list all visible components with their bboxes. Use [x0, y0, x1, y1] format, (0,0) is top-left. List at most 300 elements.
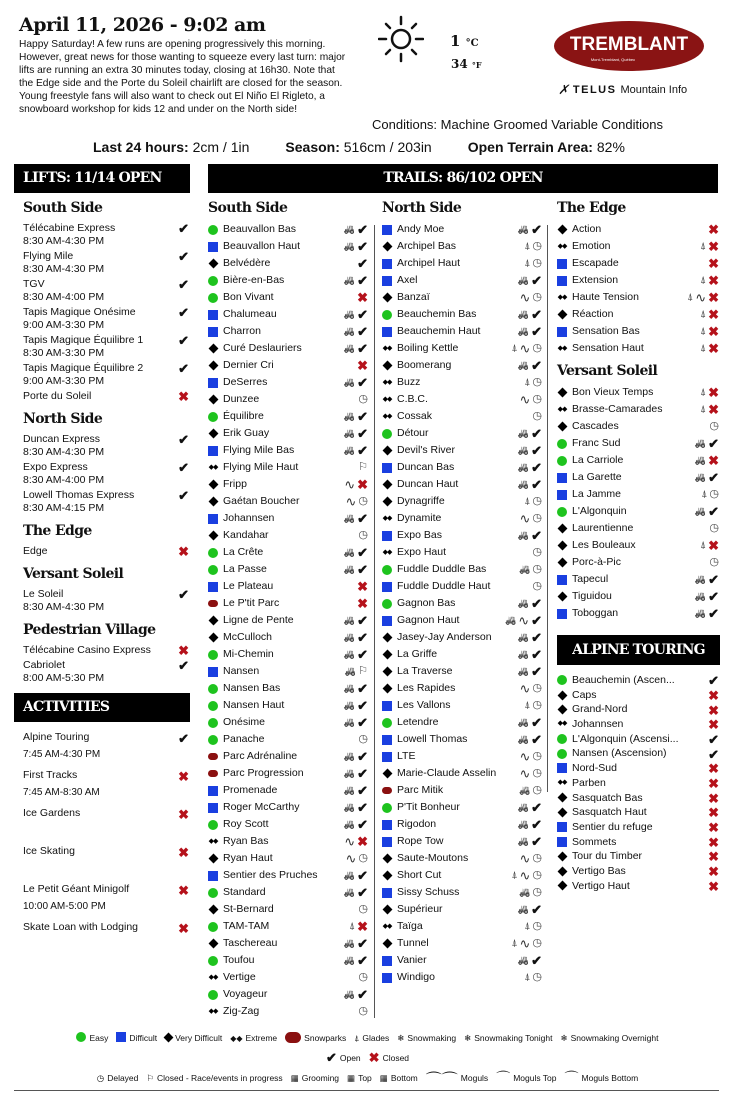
trail-row[interactable]	[208, 255, 368, 272]
open-check-icon: ✔	[531, 902, 542, 917]
trail-row[interactable]	[382, 884, 542, 901]
easy-circle-icon	[208, 650, 218, 660]
trail-row[interactable]	[208, 765, 368, 782]
trail-name: La Crête	[223, 546, 264, 558]
trail-row[interactable]	[557, 879, 719, 894]
trail-row[interactable]	[557, 255, 719, 272]
very-difficult-diamond-icon	[382, 667, 392, 677]
alpine-touring-header: ALPINE TOURING	[557, 635, 720, 665]
moguls-icon: ∿	[695, 290, 707, 305]
trail-row[interactable]	[557, 791, 719, 806]
closed-x-icon: ✖	[708, 273, 719, 288]
trail-name: Parc Mitik	[397, 784, 444, 796]
trail-row[interactable]	[208, 595, 368, 612]
trail-name: Extension	[572, 274, 619, 286]
very-difficult-diamond-icon	[557, 866, 567, 876]
trail-row[interactable]	[382, 748, 542, 765]
trail-row[interactable]	[557, 820, 719, 835]
trail-row[interactable]	[382, 408, 542, 425]
trail-status-icons	[695, 452, 719, 469]
snow-stats	[93, 139, 625, 155]
trail-row[interactable]	[208, 901, 368, 918]
trail-name: Taïga	[397, 920, 423, 932]
difficult-square-icon	[208, 786, 218, 796]
trail-row[interactable]	[208, 697, 368, 714]
trail-row[interactable]	[208, 510, 368, 527]
trail-row[interactable]	[382, 612, 542, 629]
trail-name: Beauchemin Haut	[397, 325, 481, 337]
trail-row[interactable]	[557, 221, 719, 238]
trail-name: Fuddle Duddle Haut	[397, 580, 491, 592]
trail-row[interactable]	[208, 867, 368, 884]
open-check-icon: ✔	[531, 426, 542, 441]
trail-row[interactable]	[208, 782, 368, 799]
trail-name: Sensation Bas	[572, 325, 640, 337]
trail-row[interactable]	[382, 816, 542, 833]
trail-row[interactable]	[557, 732, 719, 747]
trail-row[interactable]	[382, 493, 542, 510]
trail-status-icons	[345, 850, 368, 867]
trail-row[interactable]	[208, 850, 368, 867]
trail-row[interactable]	[208, 391, 368, 408]
open-check-icon: ✔	[708, 673, 719, 689]
lift-row[interactable]	[23, 545, 193, 558]
closed-x-icon: ✖	[708, 538, 719, 553]
trail-row[interactable]	[382, 714, 542, 731]
trail-row[interactable]	[557, 849, 719, 864]
daily-message: Happy Saturday! A few runs are opening progressively this morning. However, great news for those wanting to squeeze every last turn: major lifts are running an extra 30 minutes today, closing at 16h30. Note that the Edge side and the Porte du Soleil chairlift are closed for the season. Young freestyle fans will also want to check out El Niño El Rigleto, a snowboard workshop for kids 12 and under on the North side!	[19, 39, 346, 115]
open-check-icon: ✔	[357, 426, 368, 441]
trail-row[interactable]	[557, 452, 719, 469]
trail-row[interactable]	[382, 561, 542, 578]
trail-row[interactable]	[382, 238, 542, 255]
trail-row[interactable]	[208, 408, 368, 425]
trail-row[interactable]	[208, 323, 368, 340]
season-stat: Season: 516cm / 203in	[285, 139, 432, 155]
legend-item	[326, 1050, 361, 1066]
trail-row[interactable]	[382, 425, 542, 442]
trail-name: Archipel Haut	[397, 257, 461, 269]
trail-row[interactable]	[557, 776, 719, 791]
trail-row[interactable]	[382, 799, 542, 816]
trail-row[interactable]	[557, 605, 719, 622]
trail-name: Archipel Bas	[397, 240, 456, 252]
open-check-icon: ✔	[531, 630, 542, 645]
glades-icon: ⍋	[700, 343, 707, 354]
trail-row[interactable]	[208, 629, 368, 646]
trail-row[interactable]	[208, 374, 368, 391]
race-flag-icon: ⚐	[146, 1072, 155, 1083]
trail-status-icons	[518, 459, 542, 476]
trail-row[interactable]	[208, 527, 368, 544]
trail-name: Beauchemin Bas	[397, 308, 477, 320]
difficult-square-icon	[382, 752, 392, 762]
trail-row[interactable]	[382, 476, 542, 493]
trail-row[interactable]	[208, 357, 368, 374]
trail-name: Nord-Sud	[572, 762, 617, 775]
trail-row[interactable]	[208, 289, 368, 306]
activity-hours: 7:45 AM-8:30 AM	[23, 787, 100, 798]
legend-item	[116, 1032, 157, 1044]
trail-row[interactable]	[557, 418, 719, 435]
legend-label: Easy	[89, 1033, 109, 1043]
trail-row[interactable]	[382, 969, 542, 986]
delayed-clock-icon: ◷	[532, 886, 542, 898]
trail-row[interactable]	[557, 384, 719, 401]
trail-row[interactable]	[208, 918, 368, 935]
trail-row[interactable]	[382, 544, 542, 561]
glades-icon: ⍋	[700, 275, 707, 286]
lift-row[interactable]	[23, 433, 193, 459]
trail-row[interactable]	[208, 425, 368, 442]
trail-row[interactable]	[557, 864, 719, 879]
trail-status-icons	[532, 544, 542, 561]
very-difficult-diamond-icon	[557, 422, 567, 432]
trail-row[interactable]	[557, 673, 719, 688]
lift-group	[23, 566, 193, 614]
lift-row[interactable]	[23, 250, 193, 276]
trails-header: TRAILS: 86/102 OPEN	[208, 164, 718, 193]
trail-row[interactable]	[382, 680, 542, 697]
activity-row[interactable]	[23, 921, 193, 959]
extreme-double-diamond-icon: ◆◆	[382, 396, 392, 403]
trail-row[interactable]	[382, 646, 542, 663]
legend-divider	[14, 1090, 719, 1091]
trail-name: St-Bernard	[223, 903, 274, 915]
grooming-icon: 🚜	[517, 428, 530, 438]
lift-name: Tapis Magique Équilibre 1	[23, 334, 144, 346]
trail-name: Cossak	[397, 410, 433, 422]
trail-name: DeSerres	[223, 376, 268, 388]
trail-row[interactable]	[557, 717, 719, 732]
trail-row[interactable]	[382, 255, 542, 272]
trail-row[interactable]	[208, 578, 368, 595]
trail-row[interactable]	[382, 935, 542, 952]
delayed-clock-icon: ◷	[532, 920, 542, 932]
trail-row[interactable]	[208, 221, 368, 238]
trail-row[interactable]	[208, 799, 368, 816]
lift-name: Télécabine Casino Express	[23, 644, 151, 656]
trail-row[interactable]	[557, 571, 719, 588]
trail-row[interactable]	[208, 612, 368, 629]
svg-text:Mont-Tremblant, Québec: Mont-Tremblant, Québec	[590, 57, 636, 62]
trail-row[interactable]	[208, 561, 368, 578]
trail-row[interactable]	[557, 306, 719, 323]
trail-row[interactable]	[208, 459, 368, 476]
lift-row[interactable]	[23, 362, 193, 388]
trail-row[interactable]	[382, 374, 542, 391]
trail-name: Le Plateau	[223, 580, 274, 592]
legend-item	[230, 1033, 277, 1043]
trails-column-south	[208, 200, 368, 1020]
delayed-clock-icon: ◷	[96, 1072, 105, 1083]
delayed-clock-icon: ◷	[709, 420, 719, 432]
grooming-icon: 🚜	[517, 309, 530, 319]
trail-name: Dynagriffe	[397, 495, 445, 507]
activity-row[interactable]	[23, 769, 193, 807]
trail-row[interactable]	[557, 272, 719, 289]
lift-hours: 8:30 AM-4:30 PM	[23, 446, 105, 458]
trail-row[interactable]	[557, 486, 719, 503]
trail-row[interactable]	[382, 731, 542, 748]
trail-row[interactable]	[208, 833, 368, 850]
trail-row[interactable]	[557, 746, 719, 761]
trail-status-icons	[344, 408, 368, 425]
extreme-double-diamond-icon: ◆◆	[557, 243, 567, 250]
open-check-icon: ✔	[325, 1050, 337, 1065]
trail-row[interactable]	[208, 272, 368, 289]
trail-status-icons	[357, 595, 368, 612]
trail-row[interactable]	[382, 629, 542, 646]
open-check-icon: ✔	[178, 333, 189, 348]
grooming-icon: 🚜	[343, 785, 356, 795]
trail-row[interactable]	[208, 731, 368, 748]
trail-row[interactable]	[382, 306, 542, 323]
activity-row[interactable]	[23, 883, 193, 921]
trail-row[interactable]	[208, 986, 368, 1003]
activity-row[interactable]	[23, 845, 193, 883]
grooming-icon: 🚜	[517, 632, 530, 642]
trail-status-icons	[701, 486, 719, 503]
trail-row[interactable]	[208, 935, 368, 952]
trail-row[interactable]	[557, 537, 719, 554]
legend-item	[397, 1033, 456, 1044]
grooming-icon: 🚜	[343, 768, 356, 778]
open-check-icon: ✔	[531, 596, 542, 611]
trail-row[interactable]	[557, 401, 719, 418]
closed-x-icon: ✖	[178, 544, 189, 559]
trail-row[interactable]	[382, 901, 542, 918]
grooming-icon: 🚜	[517, 326, 530, 336]
trail-name: Zig-Zag	[223, 1005, 260, 1017]
trail-row[interactable]	[208, 663, 368, 680]
trail-status-icons	[344, 238, 368, 255]
trail-row[interactable]	[382, 527, 542, 544]
grooming-icon: 🚜	[517, 479, 530, 489]
trail-row[interactable]	[557, 323, 719, 340]
trail-row[interactable]	[382, 850, 542, 867]
trail-row[interactable]	[208, 1003, 368, 1020]
trail-row[interactable]	[208, 476, 368, 493]
trail-row[interactable]	[557, 469, 719, 486]
trail-row[interactable]	[208, 952, 368, 969]
legend	[0, 1028, 735, 1088]
trail-row[interactable]	[382, 459, 542, 476]
trail-row[interactable]	[557, 520, 719, 537]
trail-row[interactable]	[557, 805, 719, 820]
grooming-icon: 🚜	[343, 343, 356, 353]
open-check-icon: ✔	[178, 221, 189, 236]
legend-label: Snowmaking	[407, 1033, 457, 1043]
open-check-icon: ✔	[357, 409, 368, 424]
trail-row[interactable]	[382, 867, 542, 884]
closed-x-icon: ✖	[178, 807, 189, 822]
trail-row[interactable]	[557, 289, 719, 306]
trail-row[interactable]	[382, 663, 542, 680]
lift-hours: 8:30 AM-4:30 PM	[23, 235, 105, 247]
activity-row[interactable]	[23, 731, 193, 769]
activity-row[interactable]	[23, 807, 193, 845]
trail-row[interactable]	[557, 554, 719, 571]
delayed-clock-icon: ◷	[532, 393, 542, 405]
open-check-icon: ✔	[357, 817, 368, 832]
very-difficult-diamond-icon	[208, 480, 218, 490]
trail-name: Kandahar	[223, 529, 269, 541]
delayed-clock-icon: ◷	[532, 563, 542, 575]
trail-name: Tiguidou	[572, 590, 612, 602]
column-divider	[374, 225, 375, 1018]
grooming-icon: 🚜	[517, 360, 530, 370]
trail-name: Duncan Bas	[397, 461, 455, 473]
moguls-icon: ∿	[345, 494, 357, 509]
easy-circle-icon	[208, 701, 218, 711]
trail-name: Dynamite	[397, 512, 442, 524]
easy-circle-icon	[382, 565, 392, 575]
delayed-clock-icon: ◷	[709, 556, 719, 568]
delayed-clock-icon: ◷	[358, 1005, 368, 1017]
trail-row[interactable]	[208, 884, 368, 901]
difficult-square-icon	[557, 575, 567, 585]
trail-row[interactable]	[557, 702, 719, 717]
trail-row[interactable]	[208, 442, 368, 459]
trail-name: Laurentienne	[572, 522, 634, 534]
easy-circle-icon	[557, 456, 567, 466]
trail-row[interactable]	[557, 688, 719, 703]
moguls-icon: ∿	[519, 392, 531, 407]
glades-icon: ⍋	[524, 241, 531, 252]
legend-item	[496, 1068, 556, 1088]
open-check-icon: ✔	[178, 587, 189, 602]
trail-status-icons	[518, 527, 542, 544]
trail-row[interactable]	[557, 835, 719, 850]
trail-row[interactable]	[557, 435, 719, 452]
trail-status-icons	[524, 918, 542, 935]
trail-row[interactable]	[208, 340, 368, 357]
lift-row[interactable]	[23, 306, 193, 332]
trail-row[interactable]	[208, 646, 368, 663]
trail-name: Équilibre	[223, 410, 264, 422]
closed-x-icon: ✖	[708, 256, 719, 271]
closed-x-icon: ✖	[708, 761, 719, 777]
lift-name: Lowell Thomas Express	[23, 489, 135, 501]
trail-row[interactable]	[557, 340, 719, 357]
legend-label: Snowmaking Overnight	[570, 1033, 659, 1043]
trail-row[interactable]	[382, 442, 542, 459]
closed-x-icon: ✖	[708, 775, 719, 791]
glades-icon: ⍋	[701, 489, 708, 500]
very-difficult-diamond-icon	[382, 242, 392, 252]
open-check-icon: ✔	[357, 613, 368, 628]
trail-row[interactable]	[208, 969, 368, 986]
lift-row[interactable]	[23, 461, 193, 487]
very-difficult-diamond-icon	[208, 531, 218, 541]
closed-x-icon: ✖	[708, 687, 719, 703]
lift-row[interactable]	[23, 222, 193, 248]
closed-x-icon: ✖	[708, 849, 719, 865]
difficult-square-icon	[382, 327, 392, 337]
easy-circle-icon	[382, 310, 392, 320]
trail-row[interactable]	[382, 918, 542, 935]
grooming-icon: 🚜	[504, 615, 517, 625]
trail-row[interactable]	[382, 595, 542, 612]
trail-row[interactable]	[382, 357, 542, 374]
trail-row[interactable]	[208, 306, 368, 323]
trail-row[interactable]	[382, 697, 542, 714]
delayed-clock-icon: ◷	[532, 869, 542, 881]
lift-row[interactable]	[23, 334, 193, 360]
trail-row[interactable]	[382, 952, 542, 969]
trail-row[interactable]	[382, 391, 542, 408]
lift-row[interactable]	[23, 644, 193, 657]
difficult-square-icon	[557, 822, 567, 832]
trail-row[interactable]	[557, 503, 719, 520]
legend-label: Glades	[362, 1033, 390, 1043]
trail-row[interactable]	[208, 544, 368, 561]
grooming-icon: 🚜	[517, 717, 530, 727]
trail-name: Gagnon Haut	[397, 614, 460, 626]
trail-row[interactable]	[382, 272, 542, 289]
trail-row[interactable]	[382, 833, 542, 850]
trail-name: Buzz	[397, 376, 421, 388]
trail-row[interactable]	[208, 238, 368, 255]
trail-row[interactable]	[382, 510, 542, 527]
trail-row[interactable]	[382, 782, 542, 799]
trail-name: Escapade	[572, 257, 619, 269]
trail-row[interactable]	[557, 761, 719, 776]
open-check-icon: ✔	[357, 715, 368, 730]
trail-name: Lowell Thomas	[397, 733, 468, 745]
trail-name: C.B.C.	[397, 393, 428, 405]
trail-row[interactable]	[208, 748, 368, 765]
grooming-icon: 🚜	[517, 445, 530, 455]
trail-row[interactable]	[382, 323, 542, 340]
difficult-square-icon	[557, 327, 567, 337]
delayed-clock-icon: ◷	[532, 852, 542, 864]
trail-status-icons	[700, 340, 719, 357]
lift-row[interactable]	[23, 390, 193, 403]
telus-branding: ✗ TELUS Mountain Info	[558, 82, 688, 97]
trail-row[interactable]	[382, 289, 542, 306]
very-difficult-diamond-icon	[208, 633, 218, 643]
lift-row[interactable]	[23, 278, 193, 304]
trail-row[interactable]	[208, 680, 368, 697]
trail-row[interactable]	[382, 578, 542, 595]
closed-x-icon: ✖	[708, 453, 719, 468]
difficult-square-icon	[557, 837, 567, 847]
lift-row[interactable]	[23, 588, 193, 614]
trail-row[interactable]	[557, 588, 719, 605]
trail-status-icons	[358, 731, 368, 748]
trail-name: Bon Vieux Temps	[572, 386, 654, 398]
trail-row[interactable]	[382, 340, 542, 357]
trail-row[interactable]	[382, 765, 542, 782]
trail-name: Voyageur	[223, 988, 268, 1000]
trail-row[interactable]	[557, 238, 719, 255]
trail-row[interactable]	[208, 816, 368, 833]
trail-row[interactable]	[208, 714, 368, 731]
extreme-double-diamond-icon: ◆◆	[208, 838, 218, 845]
lift-row[interactable]	[23, 489, 193, 515]
trail-row[interactable]	[382, 221, 542, 238]
difficult-square-icon	[382, 837, 392, 847]
closed-x-icon: ✖	[708, 864, 719, 880]
grooming-icon: 🚜	[517, 649, 530, 659]
trail-status-icons	[518, 306, 542, 323]
lift-row[interactable]	[23, 659, 193, 685]
glades-icon: ⍋	[524, 258, 531, 269]
legend-item	[560, 1033, 658, 1044]
trail-row[interactable]	[208, 493, 368, 510]
